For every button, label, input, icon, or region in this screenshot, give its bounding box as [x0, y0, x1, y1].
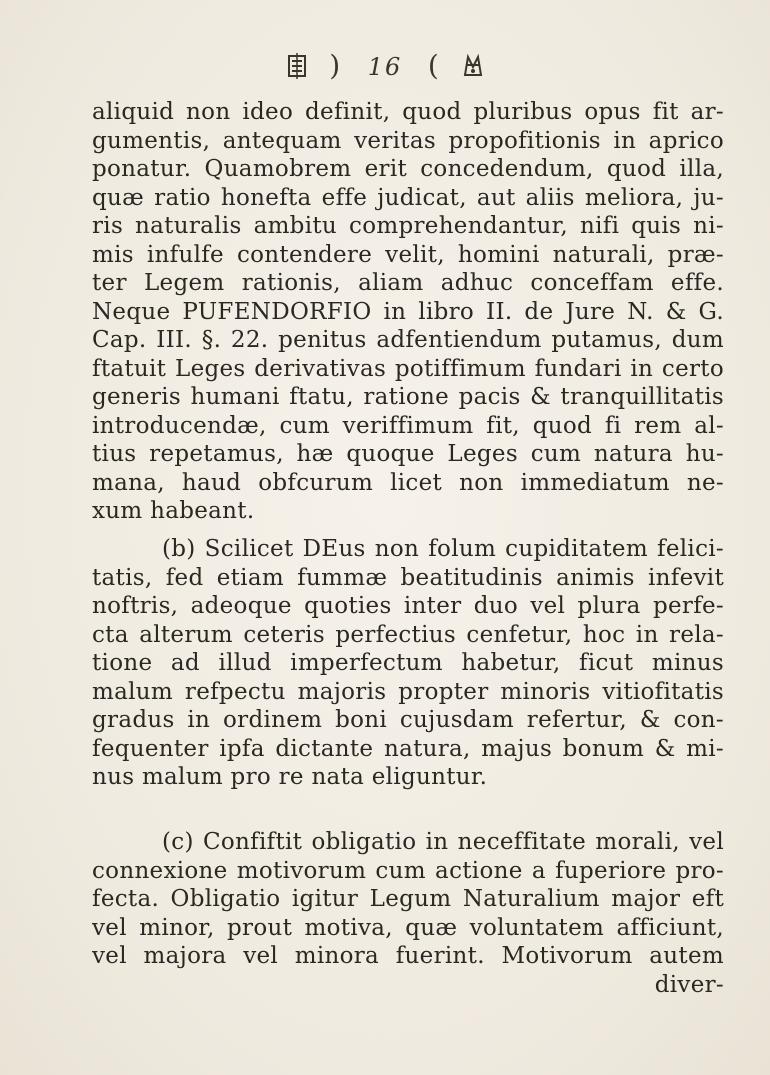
ornament-left-icon [286, 53, 308, 79]
text-line: introducendæ, cum veriffimum fit, quod fi rem al- [92, 412, 724, 439]
text-line: tatis, fed etiam fummæ beatitudinis animis infevit [92, 564, 724, 591]
text-line: (c) Confiftit obligatio in neceffitate morali, vel [162, 829, 724, 855]
page-number: 16 [367, 53, 403, 81]
text-line: xum habeant. [92, 498, 255, 524]
text-line: Neque PUFENDORFIO in libro II. de Jure N. & G. [92, 298, 724, 325]
text-line: tione ad illud imperfectum habetur, ficut minus [92, 650, 724, 676]
text-line: nus malum pro re nata eliguntur. [92, 764, 488, 790]
text-line: mana, haud obfcurum licet non immediatum ne- [92, 469, 724, 496]
text-line: fequenter ipfa dictante natura, majus bonum & mi- [92, 735, 724, 762]
header-paren-left: ) [329, 49, 343, 82]
text-line: gradus in ordinem boni cujusdam refertur, & con- [92, 707, 724, 733]
text-line: tius repetamus, hæ quoque Leges cum natura hu- [92, 441, 724, 467]
text-line: vel minor, prout motiva, quæ voluntatem afficiunt, [92, 914, 724, 941]
text-line: malum refpectu majoris propter minoris vitiofitatis [92, 678, 724, 705]
text-line: Cap. III. §. 22. penitus adfentiendum putamus, dum [92, 327, 724, 353]
header-paren-right: ( [427, 49, 441, 82]
text-line: aliquid non ideo definit, quod pluribus opus fit ar- [92, 99, 724, 125]
footnote-b [92, 535, 724, 792]
text-line: noftris, adeoque quoties inter duo vel plura perfe- [92, 593, 724, 619]
text-line: (b) Scilicet DEus non folum cupiditatem felici- [162, 536, 724, 562]
ornament-right-icon [462, 53, 484, 79]
text-line: ter Legem rationis, aliam adhuc conceffam effe. [92, 270, 724, 296]
text-line: generis humani ftatu, ratione pacis & tranquillitatis [92, 384, 724, 410]
text-line: cta alterum ceteris perfectius cenfetur, hoc in rela- [92, 621, 724, 648]
text-line: ponatur. Quamobrem erit concedendum, quod illa, [92, 156, 724, 182]
text-line: mis infulfe contendere velit, homini naturali, præ- [92, 241, 724, 268]
text-line: fecta. Obligatio igitur Legum Naturalium major eft [92, 886, 724, 912]
footnote-c [92, 828, 724, 999]
catchword: diver- [654, 971, 724, 998]
text-line: gumentis, antequam veritas propofitionis in aprico [92, 127, 724, 154]
text-line: quæ ratio honefta effe judicat, aut aliis meliora, ju- [92, 184, 724, 211]
text-line: ris naturalis ambitu comprehendantur, nifi quis ni- [92, 213, 724, 239]
paragraph-main [92, 98, 724, 526]
text-line: vel majora vel minora fuerint. Motivorum autem [92, 943, 724, 969]
text-line: connexione motivorum cum actione a fuperiore pro- [92, 857, 724, 884]
page-header [0, 48, 770, 83]
text-line: ftatuit Leges derivativas potiffimum fundari in certo [92, 355, 724, 382]
